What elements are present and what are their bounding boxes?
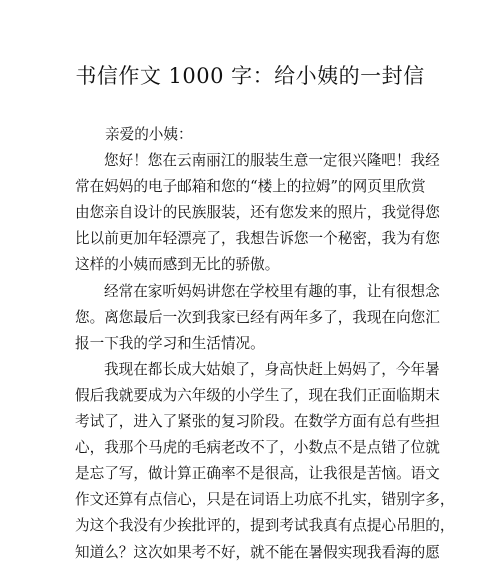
letter-paragraph-1 (75, 148, 440, 278)
text-line: 假后我就要成为六年级的小学生了，现在我们正面临期末 (75, 386, 440, 404)
text-line: 是忘了写，做计算正确率不是很高，让我很是苦恼。语文 (75, 465, 440, 483)
page-title: 书信作文 1000 字：给小姨的一封信 (75, 64, 425, 88)
letter-body (75, 122, 455, 565)
letter-paragraph-2 (75, 279, 440, 357)
text-line: 由您亲自设计的民族服装，还有您发来的照片，我觉得您 (75, 204, 440, 222)
text-line: 经常在家听妈妈讲您在学校里有趣的事，让有很想念 (104, 282, 440, 300)
text-line: 您。离您最后一次到我家已经有两年多了，我现在向您汇 (75, 308, 440, 326)
text-line: 常在妈妈的电子邮箱和您的“楼上的拉姆”的网页里欣赏 (75, 178, 426, 196)
text-line: 作文还算有点信心，只是在词语上功底不扎实，错别字多， (75, 491, 455, 509)
text-line: 知道么？这次如果考不好，就不能在暑假实现我看海的愿 (75, 543, 440, 561)
text-line: 报一下我的学习和生活情况。 (75, 334, 265, 352)
letter-paragraph-3 (75, 357, 455, 565)
text-line: 心，我那个马虎的毛病老改不了，小数点不是点错了位就 (75, 439, 440, 457)
text-line: 我现在都长成大姑娘了，身高快赶上妈妈了，今年暑 (104, 360, 440, 378)
text-line: 这样的小姨而感到无比的骄傲。 (75, 256, 280, 274)
text-line: 为这个我没有少挨批评的，提到考试我真有点提心吊胆的， (75, 517, 455, 535)
text-line: 比以前更加年轻漂亮了，我想告诉您一个秘密，我为有您 (75, 230, 440, 248)
letter-greeting: 亲爱的小姨： (105, 126, 193, 143)
text-line: 您好！您在云南丽江的服装生意一定很兴隆吧！我经 (104, 152, 440, 170)
text-line: 考试了，进入了紧张的复习阶段。在数学方面有总有些担 (75, 413, 440, 431)
